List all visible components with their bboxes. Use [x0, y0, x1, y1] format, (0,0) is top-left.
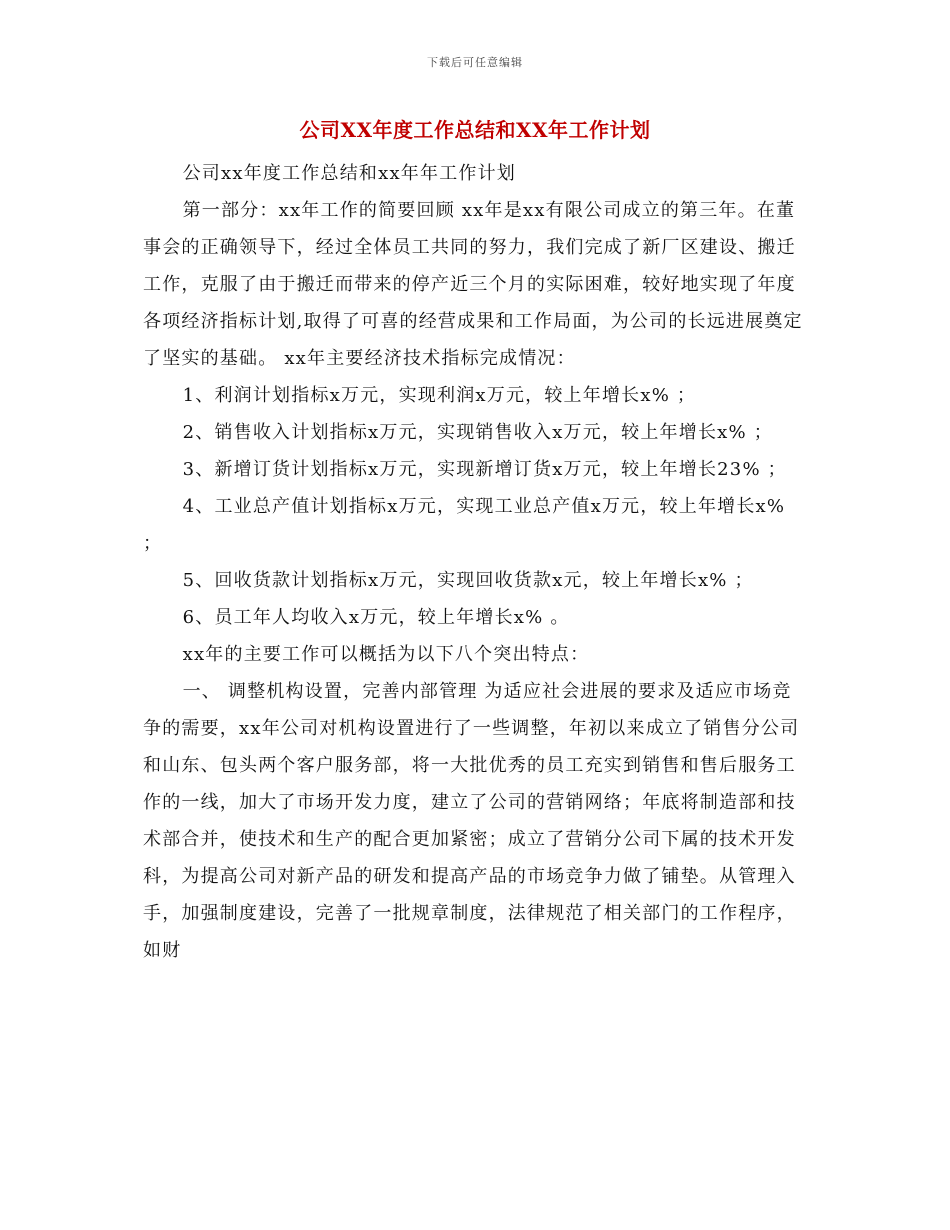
- paragraph-subtitle: 公司xx年度工作总结和xx年年工作计划: [182, 163, 516, 184]
- paragraph-item-5: 5、回收货款计划指标x万元，实现回收货款x元，较上年增长x% ；: [182, 570, 754, 591]
- paragraph-features-intro: xx年的主要工作可以概括为以下八个突出特点：: [182, 644, 590, 665]
- paragraph-item-3: 3、新增订货计划指标x万元，实现新增订货x万元，较上年增长23% ；: [182, 459, 787, 480]
- paragraph-item-2: 2、销售收入计划指标x万元，实现销售收入x万元，较上年增长x% ；: [182, 422, 773, 443]
- paragraph-item-4: 4、工业总产值计划指标x万元，实现工业总产值x万元，较上年增长x% ；: [143, 496, 786, 554]
- paragraph-part-one: 第一部分：xx年工作的简要回顾 xx年是xx有限公司成立的第三年。在董事会的正确领导下，经过全体员工共同的努力，我们完成了新厂区建设、搬迁工作，克服了由于搬迁而带来的停产近三个月的实际困难，较好地实现了年度各项经济指标计划,取得了可喜的经营成果和工作局面，为公司的长远进展奠定了坚实的基础。 xx年主要经济技术指标完成情况：: [143, 200, 803, 369]
- paragraph-item-6: 6、员工年人均收入x万元，较上年增长x% 。: [182, 607, 570, 628]
- paragraph-item-1: 1、利润计划指标x万元，实现利润x万元，较上年增长x% ；: [182, 385, 697, 406]
- document-title: 公司XX年度工作总结和XX年工作计划: [299, 118, 651, 142]
- document-body: [143, 155, 805, 969]
- header-note: 下载后可任意编辑: [427, 56, 523, 69]
- paragraph-feature-one: 一、 调整机构设置，完善内部管理 为适应社会进展的要求及适应市场竞争的需要，xx年公司对机构设置进行了一些调整，年初以来成立了销售分公司和山东、包头两个客户服务部，将一大批优秀的员工充实到销售和售后服务工作的一线，加大了市场开发力度，建立了公司的营销网络；年底将制造部和技术部合并，使技术和生产的配合更加紧密；成立了营销分公司下属的技术开发科，为提高公司对新产品的研发和提高产品的市场竞争力做了铺垫。从管理入手，加强制度建设，完善了一批规章制度，法律规范了相关部门的工作程序，如财: [143, 681, 800, 961]
